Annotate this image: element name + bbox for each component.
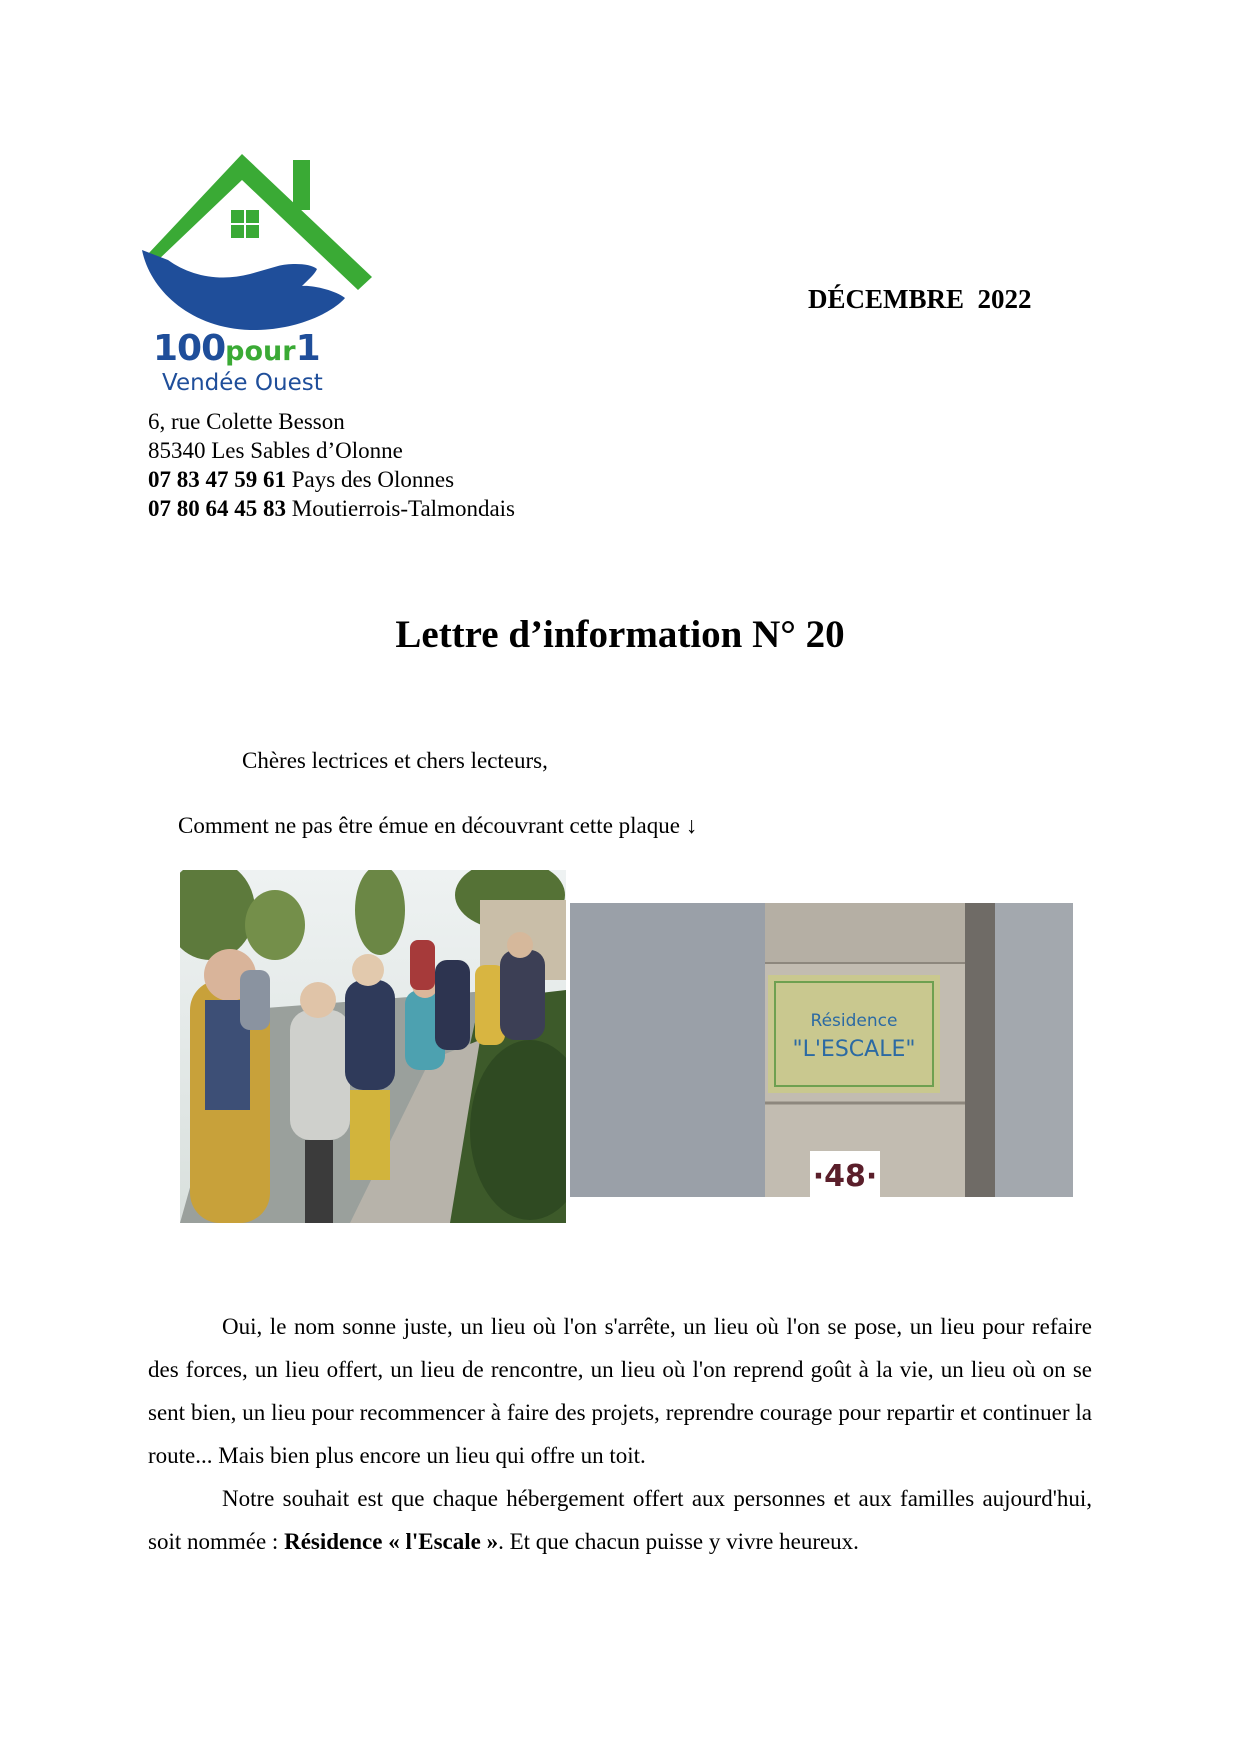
address-street: 6, rue Colette Besson — [148, 409, 345, 434]
phone-label-1: Pays des Olonnes — [286, 467, 455, 492]
address-block — [148, 407, 515, 523]
phone-line-1 — [148, 465, 515, 494]
residence-name: Résidence « l'Escale » — [284, 1529, 499, 1554]
phone-number-1: 07 83 47 59 61 — [148, 467, 286, 492]
phone-line-2 — [148, 494, 515, 523]
logo-brand-name: 100pour1 — [153, 328, 320, 369]
logo-house-hand-graphic — [140, 150, 385, 330]
phone-number-2: 07 80 64 45 83 — [148, 496, 286, 521]
body-paragraph-2: Notre souhait est que chaque hébergement offert aux personnes et aux familles aujourd'hui, soit nommée : Résidence « l'Escale ». Et que chacun puisse y vivre heureux. — [148, 1486, 1092, 1554]
phone-label-2: Moutierrois-Talmondais — [286, 496, 515, 521]
plaque-line-2: "L'ESCALE" — [792, 1037, 916, 1062]
logo-subtitle: Vendée Ouest — [162, 370, 323, 396]
address-city: 85340 Les Sables d’Olonne — [148, 438, 403, 463]
body-text — [148, 1305, 1092, 1563]
issue-date: DÉCEMBRE 2022 — [808, 284, 1032, 314]
plaque-photo — [570, 903, 1073, 1197]
page-title: Lettre d’information N° 20 — [395, 613, 845, 656]
intro-text: Comment ne pas être émue en découvrant cette plaque ↓ — [178, 813, 698, 838]
logo — [140, 150, 385, 395]
body-paragraph-1: Oui, le nom sonne juste, un lieu où l'on s'arrête, un lieu où l'on se pose, un lieu pour refaire des forces, un lieu offert, un lieu de rencontre, un lieu où l'on reprend goût à la vie, un lieu où on se sent bien, un lieu pour recommencer à faire des projets, reprendre courage pour repartir et continuer la route... Mais bien plus encore un lieu qui offre un toit. — [148, 1314, 1092, 1468]
plaque-line-1: Résidence — [810, 1011, 898, 1031]
group-photo — [180, 870, 566, 1223]
greeting: Chères lectrices et chers lecteurs, — [242, 748, 548, 773]
house-number: ·48· — [812, 1159, 878, 1194]
